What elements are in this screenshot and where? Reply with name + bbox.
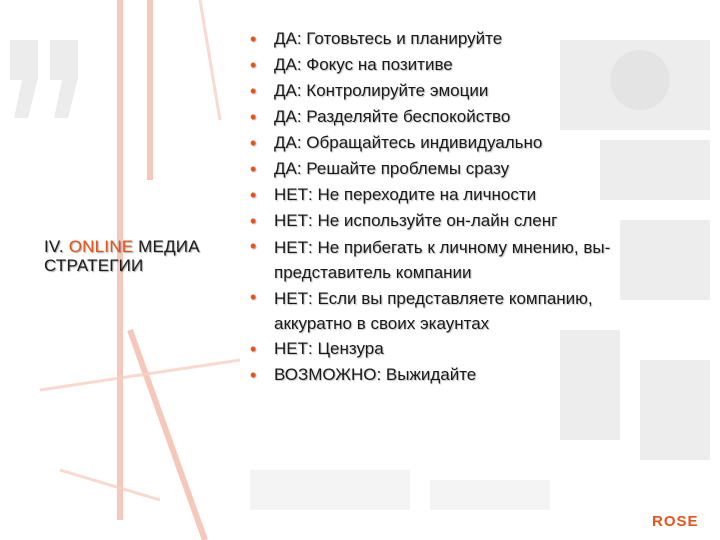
bullet-text: представитель компании [274,263,472,282]
bullet-icon: • [250,55,257,75]
bullet-icon: • [250,211,257,231]
bullet-item [248,362,698,388]
bullet-icon: • [250,339,257,359]
bullet-text: аккуратно в своих экаунтах [274,314,490,333]
bullet-text: ДА: Фокус на позитиве [274,55,453,74]
section-title [44,237,200,275]
bullet-text: ДА: Решайте проблемы сразу [274,159,510,178]
bullet-text: НЕТ: Если вы представляете компанию, [274,289,593,308]
bullet-icon: • [250,159,257,179]
bullet-icon: • [250,81,257,101]
bullet-text: НЕТ: Не переходите на личности [274,185,537,204]
bullet-text: НЕТ: Не используйте он-лайн сленг [274,211,558,230]
bullet-item [248,234,698,285]
bullet-icon: • [250,133,257,153]
bullet-icon: • [250,287,257,307]
bullet-icon: • [250,365,257,385]
section-title-line-1: IV. ONLINE МЕДИА [44,237,200,256]
bullet-list [248,26,698,388]
bullet-text: НЕТ: Не прибегать к личному мнению, вы- [274,238,611,257]
quote-marks-decoration [10,40,78,118]
bullet-text: НЕТ: Цензура [274,339,384,358]
bullet-item [248,130,698,156]
bullet-item [248,182,698,208]
bullet-item [248,285,698,336]
bullet-text: ДА: Обращайтесь индивидуально [274,133,543,152]
section-title-line-2: СТРАТЕГИИ [44,256,144,275]
bullet-item [248,208,698,234]
bullet-icon: • [250,29,257,49]
bullet-icon: • [250,107,257,127]
bullet-text: ДА: Готовьтесь и планируйте [274,29,503,48]
bullet-item [248,336,698,362]
bullet-item [248,156,698,182]
bullet-icon: • [250,236,257,256]
bullet-item [248,52,698,78]
section-title-accent: ONLINE [68,237,134,256]
bullet-item [248,104,698,130]
rose-logo: ROSE [652,513,699,530]
bullet-item [248,78,698,104]
bullet-item [248,26,698,52]
bullet-text: ВОЗМОЖНО: Выжидайте [274,365,477,384]
bullet-text: ДА: Контролируйте эмоции [274,81,489,100]
bullet-text: ДА: Разделяйте беспокойство [274,107,511,126]
bullet-icon: • [250,185,257,205]
